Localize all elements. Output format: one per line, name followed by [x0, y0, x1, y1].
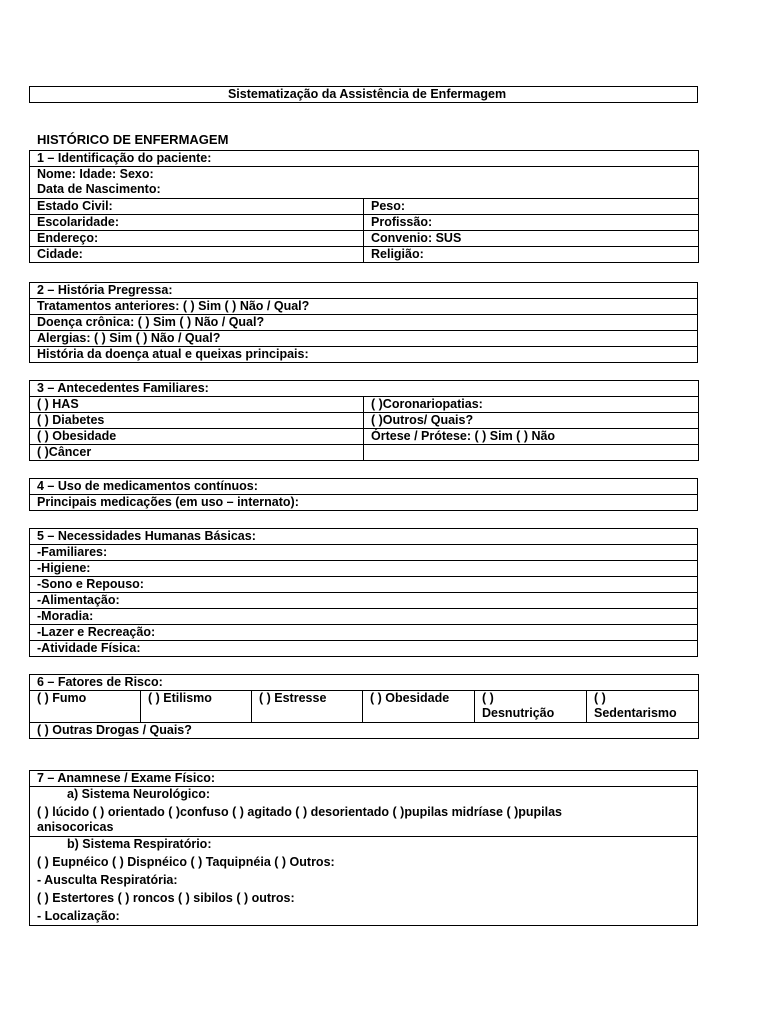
resp-system-field[interactable] [30, 837, 698, 926]
section-6-header: 6 – Fatores de Risco: [30, 675, 699, 691]
needs-housing-field[interactable]: -Moradia: [30, 609, 698, 625]
needs-family-field[interactable]: -Familiares: [30, 545, 698, 561]
current-history-field[interactable]: História da doença atual e queixas principais: [30, 347, 698, 363]
neuro-options: ( ) lúcido ( ) orientado ( )confuso ( ) agitado ( ) desorientado ( )pupilas midríase ( )pupilas [37, 805, 563, 819]
resp-title: b) Sistema Respiratório: [67, 837, 212, 851]
needs-hygiene-field[interactable]: -Higiene: [30, 561, 698, 577]
resp-options: ( ) Eupnéico ( ) Dispnéico ( ) Taquipnéia ( ) Outros: [37, 855, 335, 869]
smoking-checkbox[interactable]: ( ) Fumo [30, 691, 141, 723]
other-drugs-checkbox[interactable]: ( ) Outras Drogas / Quais? [30, 723, 699, 739]
profession-field[interactable]: Profissão: [364, 215, 699, 231]
cancer-checkbox[interactable]: ( )Câncer [30, 445, 364, 461]
section-6-table [29, 674, 699, 739]
title-table [29, 86, 698, 103]
section-5-table [29, 528, 698, 657]
name-birth-field[interactable] [30, 167, 699, 199]
alcohol-checkbox[interactable]: ( ) Etilismo [141, 691, 252, 723]
needs-activity-field[interactable]: -Atividade Física: [30, 641, 698, 657]
section-1-table [29, 150, 699, 263]
malnutrition-label: Desnutrição [482, 706, 555, 720]
previous-treatments-field[interactable]: Tratamentos anteriores: ( ) Sim ( ) Não / Qual? [30, 299, 698, 315]
neuro-title: a) Sistema Neurológico: [67, 787, 211, 801]
birth-date-label: Data de Nascimento: [37, 182, 161, 196]
neuro-options-cont: anisocoricas [37, 820, 114, 834]
allergies-field[interactable]: Alergias: ( ) Sim ( ) Não / Qual? [30, 331, 698, 347]
has-checkbox[interactable]: ( ) HAS [30, 397, 364, 413]
orthosis-field[interactable]: Órtese / Prótese: ( ) Sim ( ) Não [364, 429, 699, 445]
section-2-header: 2 – História Pregressa: [30, 283, 698, 299]
city-field[interactable]: Cidade: [30, 247, 364, 263]
section-4-header: 4 – Uso de medicamentos contínuos: [30, 479, 698, 495]
neuro-system-field[interactable] [30, 787, 698, 837]
section-4-table [29, 478, 698, 511]
medications-field[interactable]: Principais medicações (em uso – internato): [30, 495, 698, 511]
section-7-table [29, 770, 698, 926]
marital-status-field[interactable]: Estado Civil: [30, 199, 364, 215]
malnutrition-checkbox[interactable] [475, 691, 587, 723]
section-2-table [29, 282, 698, 363]
obesity-risk-checkbox[interactable]: ( ) Obesidade [363, 691, 475, 723]
resp-location: - Localização: [37, 909, 120, 923]
address-field[interactable]: Endereço: [30, 231, 364, 247]
resp-sounds: ( ) Estertores ( ) roncos ( ) sibilos ( ) outros: [37, 891, 295, 905]
sedentary-checkbox[interactable] [587, 691, 699, 723]
section-5-header: 5 – Necessidades Humanas Básicas: [30, 529, 698, 545]
needs-leisure-field[interactable]: -Lazer e Recreação: [30, 625, 698, 641]
document-title: Sistematização da Assistência de Enfermagem [30, 87, 698, 103]
stress-checkbox[interactable]: ( ) Estresse [252, 691, 363, 723]
coronary-checkbox[interactable]: ( )Coronariopatias: [364, 397, 699, 413]
section-heading: HISTÓRICO DE ENFERMAGEM [37, 132, 229, 147]
insurance-field[interactable]: Convenio: SUS [364, 231, 699, 247]
weight-field[interactable]: Peso: [364, 199, 699, 215]
others-checkbox[interactable]: ( )Outros/ Quais? [364, 413, 699, 429]
name-age-sex-label: Nome: Idade: Sexo: [37, 167, 154, 181]
needs-food-field[interactable]: -Alimentação: [30, 593, 698, 609]
sedentary-label: Sedentarismo [594, 706, 677, 720]
section-3-table [29, 380, 699, 461]
section-3-header: 3 – Antecedentes Familiares: [30, 381, 699, 397]
education-field[interactable]: Escolaridade: [30, 215, 364, 231]
chronic-disease-field[interactable]: Doença crônica: ( ) Sim ( ) Não / Qual? [30, 315, 698, 331]
diabetes-checkbox[interactable]: ( ) Diabetes [30, 413, 364, 429]
resp-auscultation: - Ausculta Respiratória: [37, 873, 178, 887]
needs-sleep-field[interactable]: -Sono e Repouso: [30, 577, 698, 593]
sedentary-box: ( ) [594, 691, 606, 705]
obesity-checkbox[interactable]: ( ) Obesidade [30, 429, 364, 445]
religion-field[interactable]: Religião: [364, 247, 699, 263]
malnutrition-box: ( ) [482, 691, 494, 705]
section-7-header: 7 – Anamnese / Exame Físico: [30, 771, 698, 787]
section-1-header: 1 – Identificação do paciente: [30, 151, 699, 167]
empty-cell [364, 445, 699, 461]
